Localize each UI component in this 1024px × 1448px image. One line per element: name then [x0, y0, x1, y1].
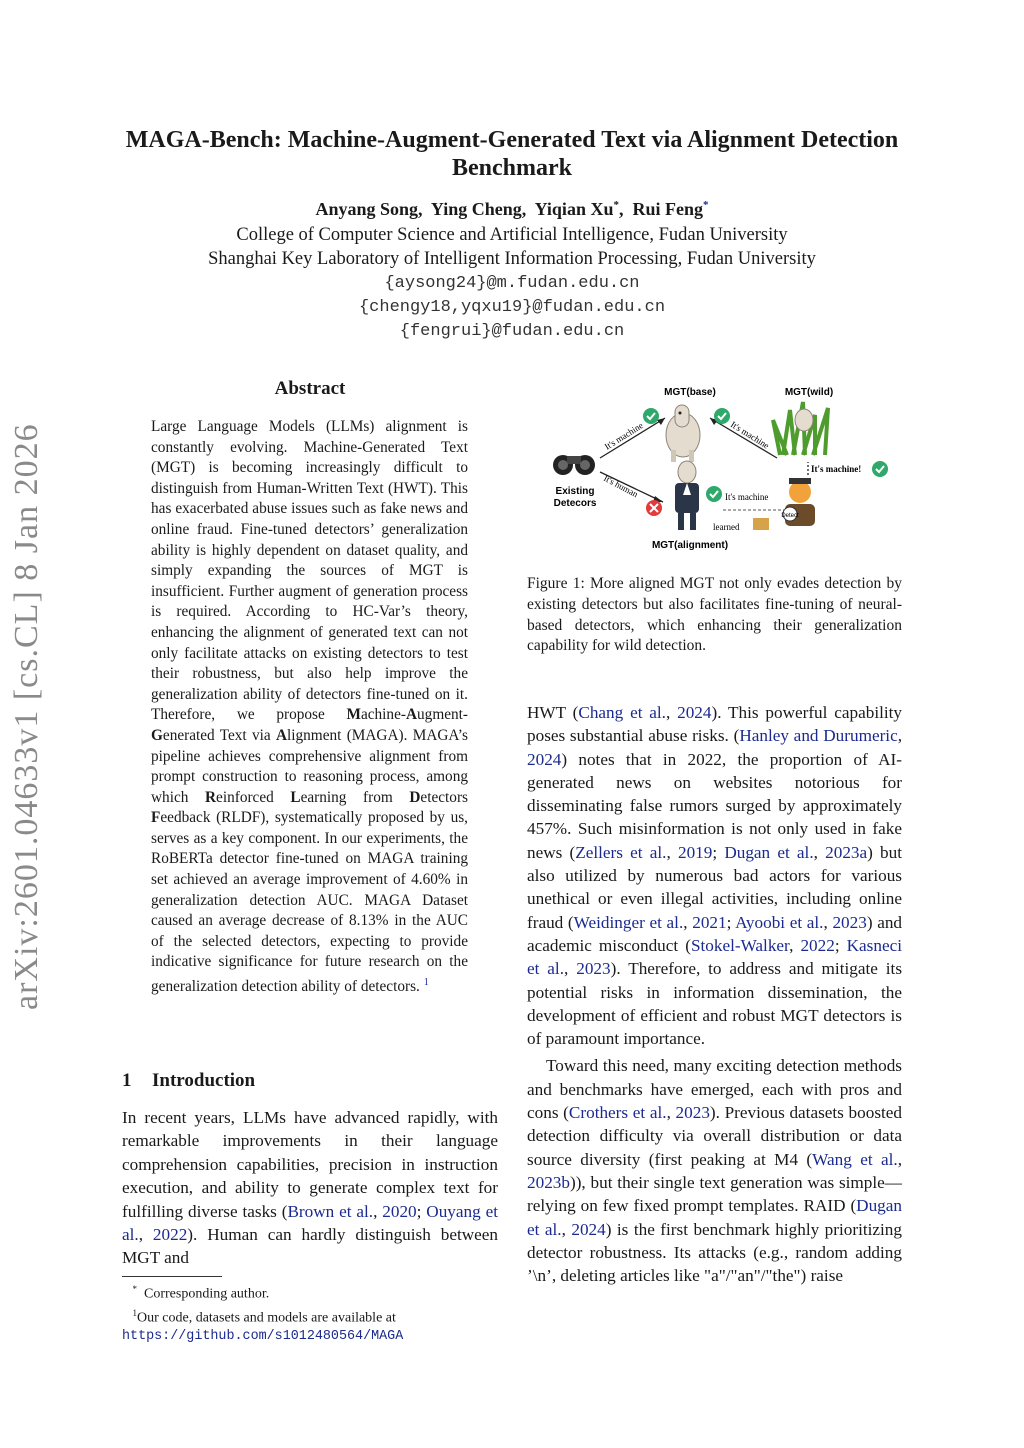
citation-link[interactable]: Hanley and Durumeric: [739, 726, 898, 746]
citation-link[interactable]: Zellers et al.: [575, 842, 667, 862]
citation-link[interactable]: 2022: [152, 1225, 188, 1245]
label-mgt-wild: MGT(wild): [784, 387, 834, 398]
abstract-text: Large Language Models (LLMs) alignment is constantly evolving. Machine-Generated Text (MGT) is becoming increasingly difficult to distinguish from Human-Written Text (HWT). This has exacerbated abuse issues such as fake news and online fraud. Fine-tuned detectors’ generalization ability is highly dependent on dataset quality, and simply expanding the sources of MGT is insufficient. Further augment of generation process is required. According to HC-Var’s theory, enhancing the alignment of generated text can not only facilitate attacks on existing detectors to test their robustness, but also help improve the generalization ability of detectors fine-tuned on it. Therefore, we propose Machine-Augment-Generated Text via Alignment (MAGA). MAGA’s pipeline achieves comprehensive alignment from prompt construction to reasoning process, among which Reinforced Learning from Detectors Feedback (RLDF), systematically proposed by us, serves as a key component. In our experiments, the RoBERTa detector fine-tuned on MAGA training set achieved an average improvement of 4.60% in generalization detection AUC. MAGA Dataset caused an average decrease of 8.13% in the AUC of the selected detectors, expecting to provide indicative significance for future research on the generalization detection ability of detectors. $^1$: [151, 418, 468, 996]
author-list: Anyang Song, Ying Cheng, Yiqian Xu*, Rui Feng*: [315, 199, 709, 219]
books-icon: [753, 518, 769, 530]
citation-link[interactable]: 2024: [571, 1219, 606, 1239]
label-mgt-base: MGT(base): [664, 387, 716, 398]
author-name: Rui Feng: [632, 199, 703, 219]
citation-link[interactable]: 2023a: [825, 842, 868, 862]
email: {fengrui}@fudan.edu.cn: [399, 322, 625, 341]
binoculars-icon: [553, 455, 595, 475]
paper-title: MAGA-Bench: Machine-Augment-Generated Text via Alignment Detection Benchmark: [125, 127, 899, 181]
arrow-label: It's machine: [602, 420, 645, 452]
citation-link[interactable]: 2024: [527, 749, 562, 769]
paragraph: Toward this need, many exciting detection methods and benchmarks have emerged, each with pros and cons (Crothers et al., 2023). Previous datasets boosted detection difficulty via overall distribution or data source diversity (first peaking at M4 (Wang et al., 2023b)), but their single text generation was simple—relying on few fixed prompt templates. RAID (Dugan et al., 2024) is the first benchmark highly prioritizing detector robustness. Its attacks (e.g., random adding ’\n’, deleting articles like "a"/"an"/"the") raise: [527, 1056, 903, 1286]
grass-icon: [773, 402, 828, 455]
citation-link[interactable]: Stokel-Walker: [690, 935, 790, 955]
citation-link[interactable]: 2024: [677, 703, 712, 722]
intro-paragraph: In recent years, LLMs have advanced rapidly, with remarkable improvements in their language comprehension capabilities, precision in instruction execution, and ability to generate complex text for fulfilling diverse tasks (Brown et al., 2020; Ouyang et al., 2022). Human can hardly distinguish between MGT and: [122, 1108, 498, 1268]
figure-1: [545, 380, 890, 555]
label-mgt-alignment: MGT(alignment): [651, 540, 729, 551]
email: {aysong24}@m.fudan.edu.cn: [384, 274, 640, 293]
corresponding-mark: *: [613, 199, 619, 211]
corresponding-mark: *: [702, 199, 709, 211]
check-icon: [706, 486, 722, 502]
footnote-ref[interactable]: 1: [423, 977, 429, 989]
citation-link[interactable]: Crothers et al.: [568, 1103, 667, 1123]
citation-link[interactable]: Wang et al.: [812, 1149, 898, 1169]
section-heading: 1 Introduction: [122, 1070, 256, 1091]
check-icon: [872, 461, 888, 477]
citation-link[interactable]: 2019: [677, 842, 713, 862]
abstract-heading: Abstract: [274, 378, 346, 399]
footnote: * Corresponding author.: [132, 1284, 270, 1302]
email: {chengy18,yqxu19}@fudan.edu.cn: [358, 298, 666, 317]
author-name: Yiqian Xu: [534, 199, 614, 219]
citation-link[interactable]: 2023: [675, 1103, 710, 1123]
citation-link[interactable]: 2020: [382, 1201, 417, 1221]
arrow-label: It's human: [602, 472, 640, 500]
citation-link[interactable]: Dugan et al.: [724, 842, 814, 862]
footnote: $^1$Our code, datasets and models are available at https://github.com/s1012480564/MAGA: [122, 1307, 404, 1345]
citation-link[interactable]: Ayoobi et al.: [735, 912, 824, 932]
citation-link[interactable]: 2023: [576, 959, 611, 979]
footnote-divider: [122, 1276, 222, 1277]
detect-label: Detect: [781, 513, 799, 519]
author-name: Ying Cheng,: [430, 199, 527, 219]
author-name: Anyang Song,: [315, 199, 423, 219]
check-icon: [714, 408, 730, 424]
citation-link[interactable]: Ouyang et al.: [122, 1201, 498, 1245]
bubble-text: It's machine: [725, 492, 769, 502]
citation-link[interactable]: Chang et al.: [578, 703, 666, 722]
right-column-text: [527, 701, 902, 1287]
check-icon: [643, 408, 659, 424]
affiliation: Shanghai Key Laboratory of Intelligent Information Processing, Fudan University: [208, 249, 816, 269]
citation-link[interactable]: 2023: [832, 912, 867, 932]
wild-detect-label: It's machine!: [811, 464, 862, 474]
arxiv-identifier: arXiv:2601.04633v1 [cs.CL] 8 Jan 2026: [8, 423, 45, 1010]
figure-caption: Figure 1: More aligned MGT not only evades detection by existing detectors but also facilitates fine-tuning of neural-based detectors, which enhancing their generalization capability for wild detection.: [527, 575, 902, 655]
affiliation: College of Computer Science and Artificial Intelligence, Fudan University: [236, 225, 788, 245]
label-detectors: Existing: [555, 486, 595, 497]
citation-link[interactable]: Weidinger et al.: [573, 912, 684, 932]
alpaca-suit-icon: [675, 461, 699, 530]
citation-link[interactable]: 2023b: [527, 1172, 570, 1192]
learned-label: learned: [713, 522, 740, 532]
arrow-label: It's machine: [728, 419, 772, 451]
code-link[interactable]: https://github.com/s1012480564/MAGA: [122, 1329, 404, 1345]
citation-link[interactable]: 2021: [692, 912, 727, 932]
paragraph: HWT (Chang et al., 2024). This powerful capability poses substantial abuse risks. (Hanley and Durumeric, 2024) notes that in 2022, the proportion of AI-generated news on websites notorious for disseminating false rumors surged by approximately 457%. Such misinformation is not only used in fake news (Zellers et al., 2019; Dugan et al., 2023a) but also utilized by numerous bad actors for various unethical or even illegal activities, including online fraud (Weidinger et al., 2021; Ayoobi et al., 2023) and academic misconduct (Stokel-Walker, 2022; Kasneci et al., 2023). Therefore, to address and mitigate its potential risks in information dissemination, the development of efficient and robust MGT detectors is of paramount importance.: [527, 703, 903, 1049]
citation-link[interactable]: 2022: [800, 935, 835, 955]
citation-link[interactable]: Kasneci et al.: [527, 935, 902, 979]
citation-link[interactable]: Brown et al.: [287, 1201, 374, 1221]
alpaca-icon: [666, 405, 700, 462]
label-detectors: Detecors: [553, 498, 597, 509]
footnotes: [122, 1280, 502, 1346]
citation-link[interactable]: Dugan et al.: [527, 1196, 902, 1239]
